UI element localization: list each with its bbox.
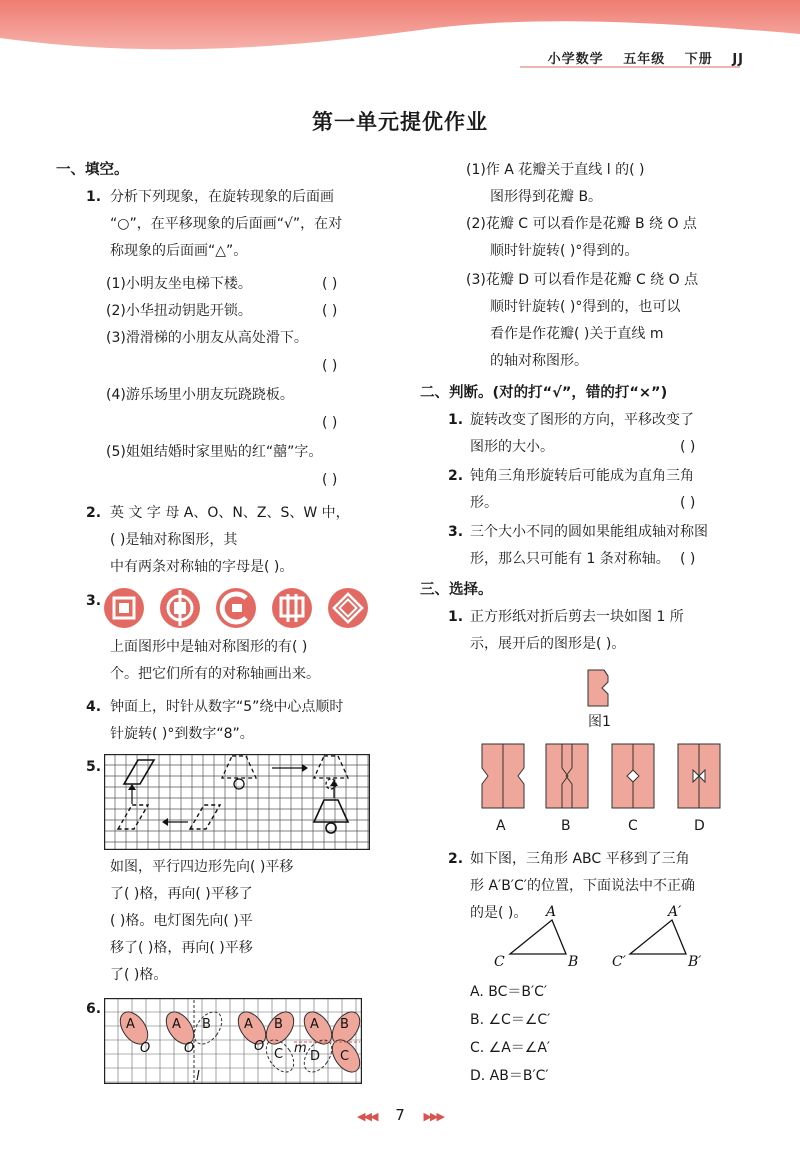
q6-label-o1: O xyxy=(140,1041,151,1056)
q4-line2[interactable]: 针旋转( )°到数字“8”。 xyxy=(110,726,254,742)
page-footer xyxy=(0,1106,800,1124)
bank-logo-3-icon xyxy=(216,588,256,628)
q3-line2: 个。把它们所有的对称轴画出来。 xyxy=(110,666,320,682)
q1-item4: (4)游乐场里小朋友玩跷跷板。 xyxy=(106,387,294,403)
q6-label-a4: A xyxy=(310,1017,319,1032)
j3-number: 3. xyxy=(448,524,464,540)
q3-line1[interactable]: 上面图形中是轴对称图形的有( ) xyxy=(110,639,308,655)
option-b[interactable]: B. ∠C＝∠C′ xyxy=(470,1012,551,1028)
q5-grid-figure xyxy=(104,754,370,850)
j2-blank[interactable]: ( ) xyxy=(680,495,696,511)
tri2-label-c: C′ xyxy=(612,954,626,970)
q6-item1-line1[interactable]: (1)作 A 花瓣关于直线 l 的( ) xyxy=(466,162,645,178)
q6-label-o2: O xyxy=(184,1041,195,1056)
choice-a-label[interactable]: A xyxy=(496,818,506,834)
q6-item3-line3[interactable]: 看作是作花瓣( )关于直线 m xyxy=(490,326,664,342)
page-number: 7 xyxy=(395,1106,405,1124)
q2-number: 2. xyxy=(86,505,102,521)
q6-item1-line2: 图形得到花瓣 B。 xyxy=(490,189,603,205)
q1-item1: (1)小明友坐电梯下楼。 xyxy=(106,276,252,292)
q1-item2: (2)小华扭动钥匙开锁。 xyxy=(106,303,252,319)
c1-number: 1. xyxy=(448,609,464,625)
bank-logo-4-icon xyxy=(272,588,312,628)
j1-line1: 旋转改变了图形的方向，平移改变了 xyxy=(470,412,694,428)
option-d[interactable]: D. AB＝B′C′ xyxy=(470,1068,549,1084)
tri1-label-b: B xyxy=(568,954,579,970)
q6-grid-figure xyxy=(104,998,362,1084)
fig1-folded-paper xyxy=(584,666,614,710)
header-grade: 五年级 xyxy=(623,52,666,67)
q5-number: 5. xyxy=(86,759,102,775)
j1-blank[interactable]: ( ) xyxy=(680,439,696,455)
section-judge: 二、判断。(对的打“√”，错的打“×”) xyxy=(420,385,668,401)
bank-logo-2-icon xyxy=(160,588,200,628)
tri1-label-a: A xyxy=(546,904,557,920)
page-title: 第一单元提优作业 xyxy=(312,110,488,134)
q5-line3[interactable]: ( )格。电灯图先向( )平 xyxy=(110,913,253,929)
q1-item1-blank[interactable]: ( ) xyxy=(322,276,338,292)
q6-label-c4: C xyxy=(340,1049,350,1064)
c1-line1: 正方形纸对折后剪去一块如图 1 所 xyxy=(470,609,684,625)
q1-item2-blank[interactable]: ( ) xyxy=(322,303,338,319)
bank-logo-5-icon xyxy=(328,588,368,628)
q1-item5-blank[interactable]: ( ) xyxy=(322,472,338,488)
header-term: 下册 xyxy=(684,52,713,67)
j1-number: 1. xyxy=(448,412,464,428)
q1-item3-blank[interactable]: ( ) xyxy=(322,358,338,374)
q3-number: 3. xyxy=(86,593,102,609)
section-choice: 三、选择。 xyxy=(420,582,493,598)
q5-line5[interactable]: 了( )格。 xyxy=(110,967,168,983)
header-edition: JJ xyxy=(732,52,744,67)
q6-label-m: m xyxy=(294,1041,307,1056)
triangle-figures xyxy=(490,900,730,972)
q6-item2-line1: (2)花瓣 C 可以看作是花瓣 B 绕 O 点 xyxy=(466,216,697,232)
q3-logos xyxy=(102,586,372,630)
header-info xyxy=(534,48,744,67)
q1-line2: “○”，在平移现象的后面画“√”，在对 xyxy=(110,216,343,232)
c2-number: 2. xyxy=(448,851,464,867)
q5-line1[interactable]: 如图，平行四边形先向( )平移 xyxy=(110,859,294,875)
q2-line2[interactable]: ( )是轴对称图形，其 xyxy=(110,532,238,548)
header-band xyxy=(0,0,800,80)
prev-arrows-icon: ◀◀◀ xyxy=(357,1110,377,1123)
j2-line1: 钝角三角形旋转后可能成为直角三角 xyxy=(470,468,694,484)
q1-item5: (5)姐姐结婚时家里贴的红“囍”字。 xyxy=(106,444,323,460)
q5-line4[interactable]: 移了( )格，再向( )平移 xyxy=(110,940,253,956)
c2-line3[interactable]: 的是( )。 xyxy=(470,905,528,921)
q2-line1: 英 文 字 母 A、O、N、Z、S、W 中， xyxy=(110,505,350,521)
fig1-caption: 图1 xyxy=(588,714,611,730)
q6-item3-line4: 的轴对称图形。 xyxy=(490,353,588,369)
q6-label-d4: D xyxy=(310,1049,321,1064)
choice-c-label[interactable]: C xyxy=(628,818,638,834)
bank-logo-1-icon xyxy=(104,588,144,628)
tri2-label-a: A′ xyxy=(668,904,682,920)
q2-line3[interactable]: 中有两条对称轴的字母是( )。 xyxy=(110,559,294,575)
q4-number: 4. xyxy=(86,699,102,715)
option-a[interactable]: A. BC＝B′C′ xyxy=(470,984,548,1000)
q6-label-a2: A xyxy=(172,1017,181,1032)
tri1-label-c: C xyxy=(494,954,505,970)
c1-choice-figures xyxy=(480,742,730,812)
q6-label-b3: B xyxy=(274,1017,283,1032)
lamp-shape xyxy=(314,800,348,822)
q1-item4-blank[interactable]: ( ) xyxy=(322,415,338,431)
q1-item3: (3)滑滑梯的小朋友从高处滑下。 xyxy=(106,330,308,346)
choice-b-label[interactable]: B xyxy=(561,818,571,834)
q6-item3-line1: (3)花瓣 D 可以看作是花瓣 C 绕 O 点 xyxy=(466,272,699,288)
choice-d-label[interactable]: D xyxy=(694,818,705,834)
j1-line2: 图形的大小。 xyxy=(470,439,554,455)
tri2-label-b: B′ xyxy=(688,954,702,970)
j2-number: 2. xyxy=(448,468,464,484)
q6-label-l: l xyxy=(196,1069,200,1084)
q6-label-a3: A xyxy=(244,1017,253,1032)
next-arrows-icon: ▶▶▶ xyxy=(423,1110,443,1123)
q6-label-b2: B xyxy=(202,1017,211,1032)
q6-item3-line2[interactable]: 顺时针旋转( )°得到的，也可以 xyxy=(490,299,681,315)
j3-blank[interactable]: ( ) xyxy=(680,551,696,567)
q1-line3: 称现象的后面画“△”。 xyxy=(110,243,248,259)
q6-label-o3: O xyxy=(254,1039,265,1054)
q1-line1: 分析下列现象，在旋转现象的后面画 xyxy=(110,189,334,205)
c1-line2[interactable]: 示，展开后的图形是( )。 xyxy=(470,636,626,652)
parallelogram-shape xyxy=(124,760,154,784)
q6-number: 6. xyxy=(86,1001,102,1017)
j2-line2: 形。 xyxy=(470,495,498,511)
q6-label-a1: A xyxy=(126,1017,135,1032)
header-subject: 小学数学 xyxy=(547,52,604,67)
c2-line1: 如下图，三角形 ABC 平移到了三角 xyxy=(470,851,690,867)
q6-label-b4: B xyxy=(340,1017,349,1032)
q5-line2[interactable]: 了( )格，再向( )平移了 xyxy=(110,886,253,902)
q6-label-c3: C xyxy=(274,1047,284,1062)
j3-line2: 形，那么只可能有 1 条对称轴。 xyxy=(470,551,670,567)
c2-line2: 形 A′B′C′的位置，下面说法中不正确 xyxy=(470,878,695,894)
q1-number: 1. xyxy=(86,189,102,205)
q4-line1: 钟面上，时针从数字“5”绕中心点顺时 xyxy=(110,699,344,715)
option-c[interactable]: C. ∠A＝∠A′ xyxy=(470,1040,551,1056)
q6-item2-line2[interactable]: 顺时针旋转( )°得到的。 xyxy=(490,243,639,259)
section-fill-blank: 一、填空。 xyxy=(56,162,129,178)
j3-line1: 三个大小不同的圆如果能组成轴对称图 xyxy=(470,524,708,540)
